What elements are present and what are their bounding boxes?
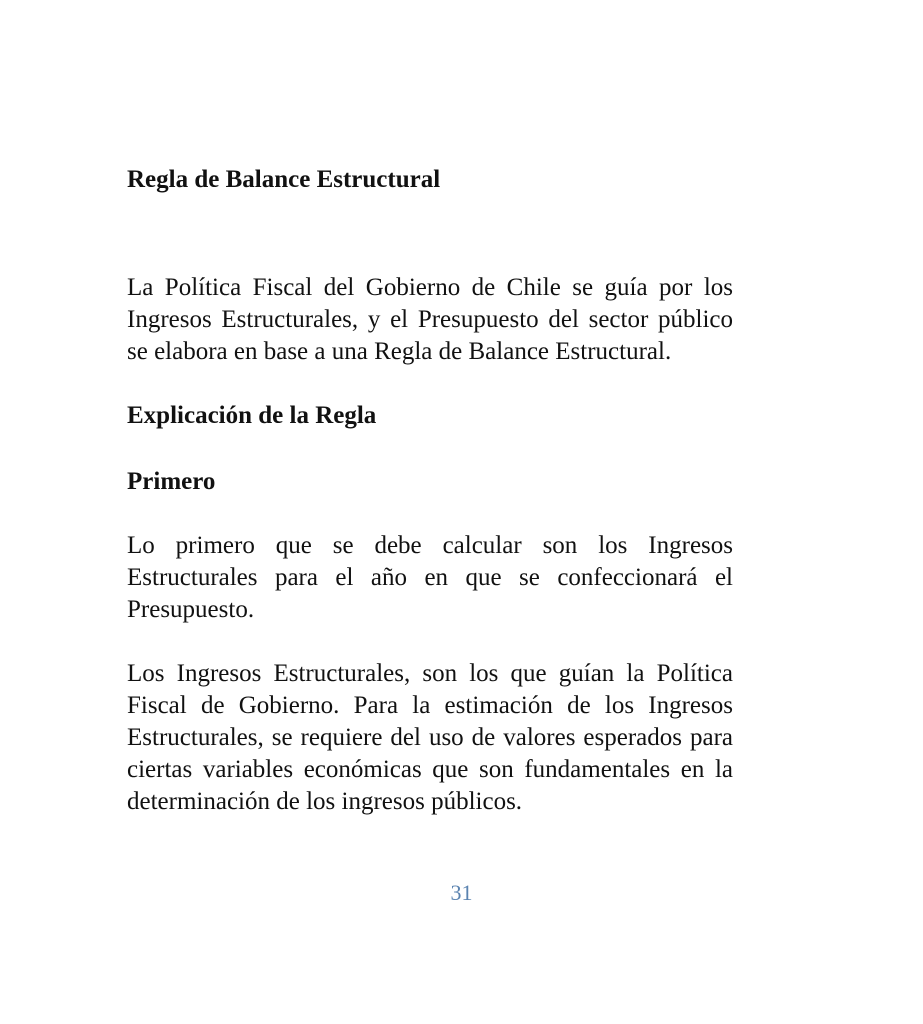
body-paragraph-2: Los Ingresos Estructurales, son los que guían la Política Fiscal de Gobierno. Para la estimación de los Ingresos Estructurales, se requiere del uso de valores esperados para ciertas variables económicas que son fundamentales en la determinación de los ingresos públicos. [127,660,733,815]
page-content [127,164,733,818]
page-number: 31 [450,880,473,905]
section-heading: Explicación de la Regla [127,402,377,429]
page-title: Regla de Balance Estructural [127,166,441,193]
intro-paragraph: La Política Fiscal del Gobierno de Chile se guía por los Ingresos Estructurales, y el Presupuesto del sector público se elabora en base a una Regla de Balance Estructural. [127,274,733,365]
body-paragraph-1: Lo primero que se debe calcular son los Ingresos Estructurales para el año en que se confeccionará el Presupuesto. [127,532,733,623]
subsection-heading: Primero [127,468,216,495]
